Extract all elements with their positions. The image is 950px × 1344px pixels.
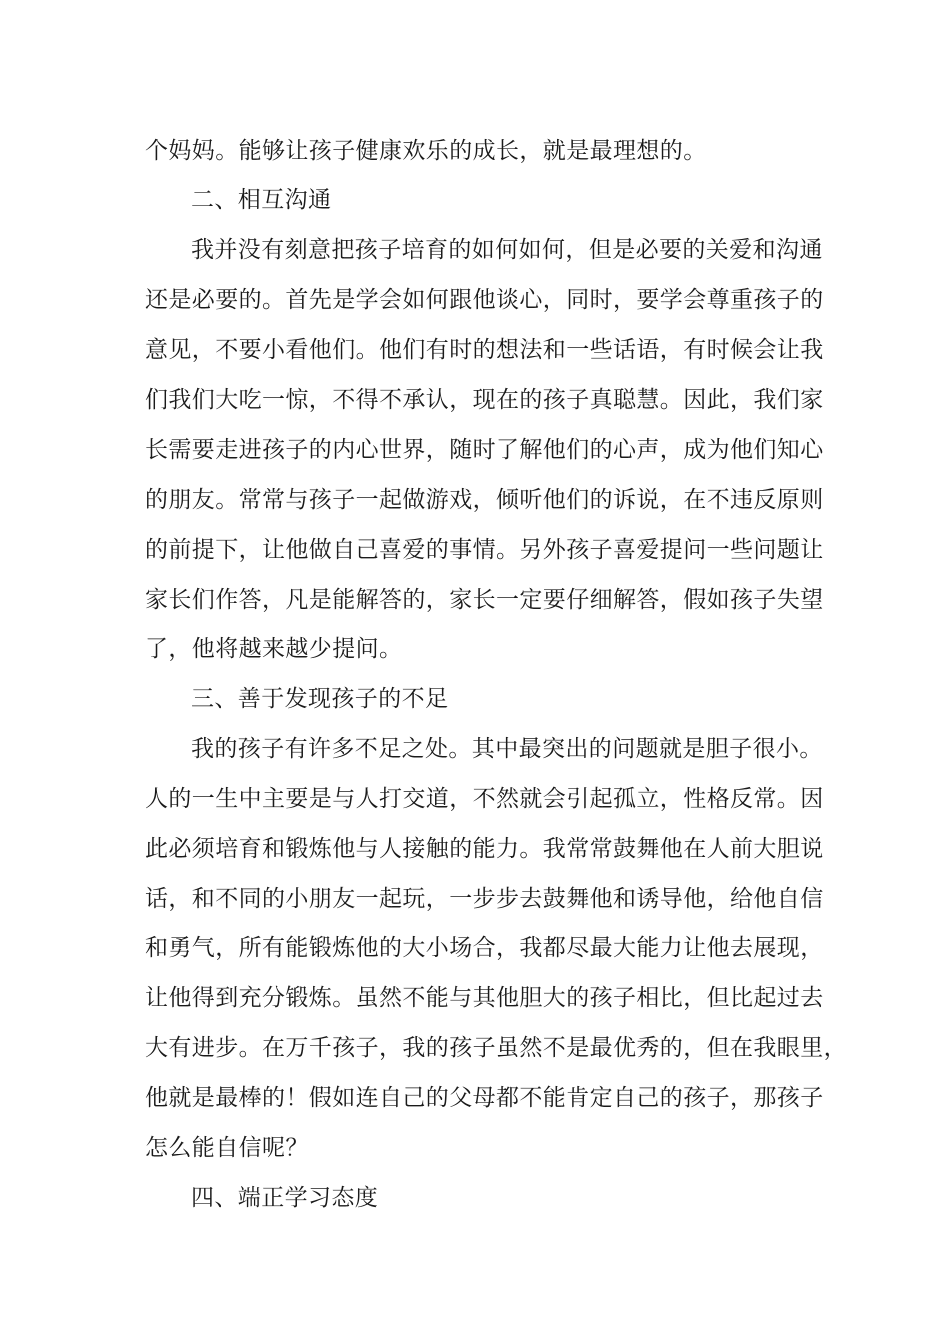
paragraph-line: 的朋友。常常与孩子一起做游戏，倾听他们的诉说，在不违反原则: [145, 487, 824, 513]
paragraph-line: 他就是最棒的！假如连自己的父母都不能肯定自己的孩子，那孩子: [145, 1085, 824, 1111]
paragraph-line: 意见，不要小看他们。他们有时的想法和一些话语，有时候会让我: [145, 337, 824, 363]
paragraph-line: 个妈妈。能够让孩子健康欢乐的成长，就是最理想的。: [145, 138, 707, 164]
section-heading: 四、端正学习态度: [191, 1185, 379, 1211]
paragraph-line: 家长们作答，凡是能解答的，家长一定要仔细解答，假如孩子失望: [145, 587, 824, 613]
paragraph-line: 和勇气，所有能锻炼他的大小场合，我都尽最大能力让他去展现，: [145, 935, 824, 961]
section-heading: 二、相互沟通: [191, 187, 332, 213]
paragraph-line: 了，他将越来越少提问。: [145, 636, 403, 662]
paragraph-line: 们我们大吃一惊，不得不承认，现在的孩子真聪慧。因此，我们家: [145, 387, 824, 413]
section-heading: 三、善于发现孩子的不足: [191, 686, 449, 712]
paragraph-line: 大有进步。在万千孩子，我的孩子虽然不是最优秀的，但在我眼里，: [145, 1035, 847, 1061]
paragraph-line: 怎么能自信呢？: [145, 1135, 309, 1161]
paragraph-line: 话，和不同的小朋友一起玩，一步步去鼓舞他和诱导他，给他自信: [145, 886, 824, 912]
paragraph-line: 此必须培育和锻炼他与人接触的能力。我常常鼓舞他在人前大胆说: [145, 836, 824, 862]
paragraph-line: 长需要走进孩子的内心世界，随时了解他们的心声，成为他们知心: [145, 437, 824, 463]
paragraph-line: 还是必要的。首先是学会如何跟他谈心，同时，要学会尊重孩子的: [145, 287, 824, 313]
paragraph-line: 让他得到充分锻炼。虽然不能与其他胆大的孩子相比，但比起过去: [145, 985, 824, 1011]
paragraph-line: 的前提下，让他做自己喜爱的事情。另外孩子喜爱提问一些问题让: [145, 537, 824, 563]
paragraph-line: 我的孩子有许多不足之处。其中最突出的问题就是胆子很小。: [191, 736, 823, 762]
paragraph-line: 我并没有刻意把孩子培育的如何如何，但是必要的关爱和沟通: [191, 237, 823, 263]
paragraph-line: 人的一生中主要是与人打交道，不然就会引起孤立，性格反常。因: [145, 786, 824, 812]
